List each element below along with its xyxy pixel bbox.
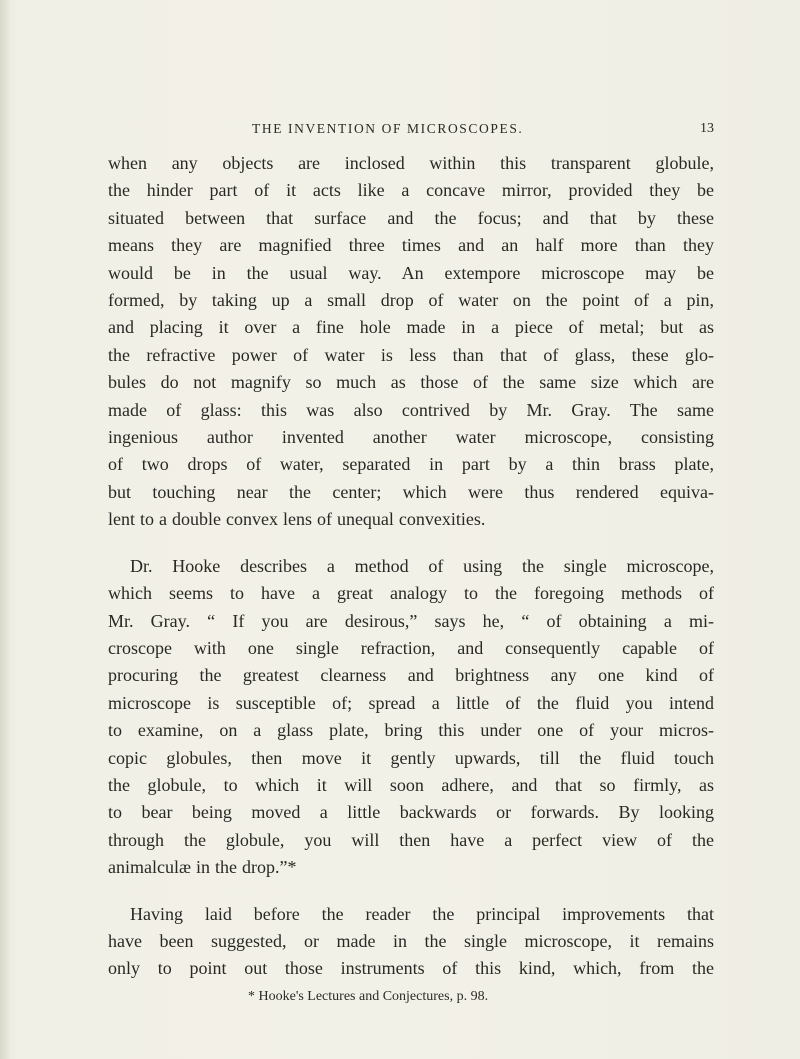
text-line: croscope with one single refraction, and consequently capable of bbox=[108, 637, 714, 658]
text-line: and placing it over a fine hole made in a piece of metal; but as bbox=[108, 317, 714, 338]
text-line: the hinder part of it acts like a concave mirror, provided they be bbox=[108, 180, 714, 201]
footnote: * Hooke's Lectures and Conjectures, p. 98. bbox=[248, 989, 489, 1004]
text-line: copic globules, then move it gently upwards, till the fluid touch bbox=[108, 747, 714, 768]
text-line: only to point out those instruments of this kind, which, from the bbox=[108, 958, 714, 979]
text-line: means they are magnified three times and an half more than they bbox=[108, 235, 714, 256]
text-line: made of glass: this was also contrived by Mr. Gray. The same bbox=[108, 399, 714, 420]
text-line: animalculæ in the drop.”* bbox=[108, 857, 297, 878]
text-line: to examine, on a glass plate, bring this under one of your micros- bbox=[108, 720, 714, 741]
text-line: Dr. Hooke describes a method of using the single microscope, bbox=[130, 555, 714, 576]
text-line: procuring the greatest clearness and brightness any one kind of bbox=[108, 665, 714, 686]
running-head bbox=[108, 121, 714, 141]
text-line: lent to a double convex lens of unequal convexities. bbox=[108, 509, 486, 530]
text-line: when any objects are inclosed within this transparent globule, bbox=[108, 153, 714, 173]
text-line: through the globule, you will then have a perfect view of the bbox=[108, 829, 714, 850]
paragraph-2 bbox=[108, 553, 714, 882]
text-line: ingenious author invented another water microscope, consisting bbox=[108, 427, 714, 448]
text-line: of two drops of water, separated in part by a thin brass plate, bbox=[108, 454, 714, 475]
text-line: to bear being moved a little backwards or forwards. By looking bbox=[108, 802, 714, 823]
text-line: microscope is susceptible of; spread a little of the fluid you intend bbox=[108, 692, 714, 713]
text-line: Having laid before the reader the principal improvements that bbox=[130, 903, 714, 924]
text-line: which seems to have a great analogy to the foregoing methods of bbox=[108, 583, 714, 604]
text-line: the refractive power of water is less than that of glass, these glo- bbox=[108, 344, 714, 365]
text-line: would be in the usual way. An extempore microscope may be bbox=[108, 262, 714, 283]
paragraph-1 bbox=[108, 150, 714, 534]
text-line: bules do not magnify so much as those of the same size which are bbox=[108, 372, 714, 393]
text-line: the globule, to which it will soon adhere, and that so firmly, as bbox=[108, 774, 714, 795]
body-text bbox=[108, 150, 714, 983]
text-line: have been suggested, or made in the single microscope, it remains bbox=[108, 930, 714, 951]
text-line: formed, by taking up a small drop of water on the point of a pin, bbox=[108, 290, 714, 311]
page-gutter-shadow bbox=[0, 0, 10, 1059]
running-title: THE INVENTION OF MICROSCOPES. bbox=[252, 121, 524, 136]
text-line: situated between that surface and the focus; and that by these bbox=[108, 207, 714, 228]
page-number: 13 bbox=[700, 121, 714, 136]
text-line: but touching near the center; which were thus rendered equiva- bbox=[108, 481, 714, 502]
text-line: Mr. Gray. “ If you are desirous,” says he, “ of obtaining a mi- bbox=[108, 610, 714, 631]
paragraph-3 bbox=[108, 901, 714, 983]
